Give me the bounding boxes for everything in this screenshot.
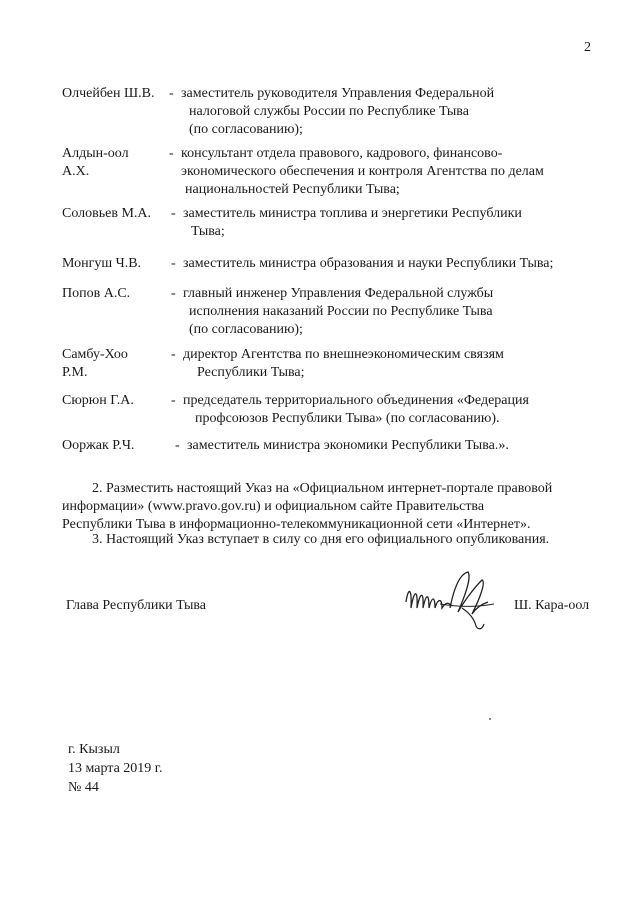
footer-city: г. Кызыл: [68, 742, 120, 757]
member-name: Ооржак Р.Ч.: [62, 438, 135, 453]
signatory-title: Глава Республики Тыва: [66, 598, 207, 613]
member-description: главный инженер Управления Федеральной службы исполнения наказаний России по Республике Тыва (по согласованию);: [183, 286, 494, 337]
paragraph-publication: 2. Разместить настоящий Указ на «Официальном интернет-портале правовой информации» (www.pravo.gov.ru) и официальном сайте Правительства Республики Тыва в информационно-телекоммуникационной сети «Интернет».: [62, 481, 553, 532]
dash: -: [175, 438, 180, 453]
dash: -: [171, 286, 176, 301]
member-description: директор Агентства по внешнеэкономическим связям Республики Тыва;: [183, 347, 504, 380]
member-description: заместитель министра топлива и энергетики Республики Тыва;: [183, 206, 522, 239]
member-name: Сюрюн Г.А.: [62, 393, 134, 408]
member-name: Соловьев М.А.: [62, 206, 152, 221]
member-description: заместитель руководителя Управления Федеральной налоговой службы России по Республике Тыва (по согласованию);: [181, 86, 495, 137]
dash: -: [171, 393, 176, 408]
member-name: Самбу-Хоо Р.М.: [62, 347, 128, 380]
footer-number: № 44: [68, 780, 99, 795]
member-description: заместитель министра образования и науки Республики Тыва;: [183, 256, 554, 271]
member-name: Монгуш Ч.В.: [62, 256, 142, 271]
paragraph-effective-date: 3. Настоящий Указ вступает в силу со дня его официального опубликования.: [92, 532, 550, 547]
member-name: Попов А.С.: [62, 286, 131, 301]
scan-dot: [489, 718, 491, 720]
member-name: Олчейбен Ш.В.: [62, 86, 155, 101]
page-number: 2: [584, 40, 591, 55]
member-name: Алдын-оол А.Х.: [62, 146, 129, 179]
dash: -: [171, 347, 176, 362]
dash: -: [171, 206, 176, 221]
handwritten-signature: [402, 568, 512, 636]
member-description: консультант отдела правового, кадрового, финансово- экономического обеспечения и контроля Агентства по делам национальностей Республики Тыва;: [181, 146, 544, 197]
member-description: заместитель министра экономики Республики Тыва.».: [187, 438, 509, 453]
dash: -: [169, 146, 174, 161]
dash: -: [171, 256, 176, 271]
member-description: председатель территориального объединения «Федерация профсоюзов Республики Тыва» (по согласованию).: [183, 393, 529, 426]
footer-date: 13 марта 2019 г.: [68, 761, 163, 776]
signatory-name: Ш. Кара-оол: [514, 598, 590, 613]
dash: -: [169, 86, 174, 101]
